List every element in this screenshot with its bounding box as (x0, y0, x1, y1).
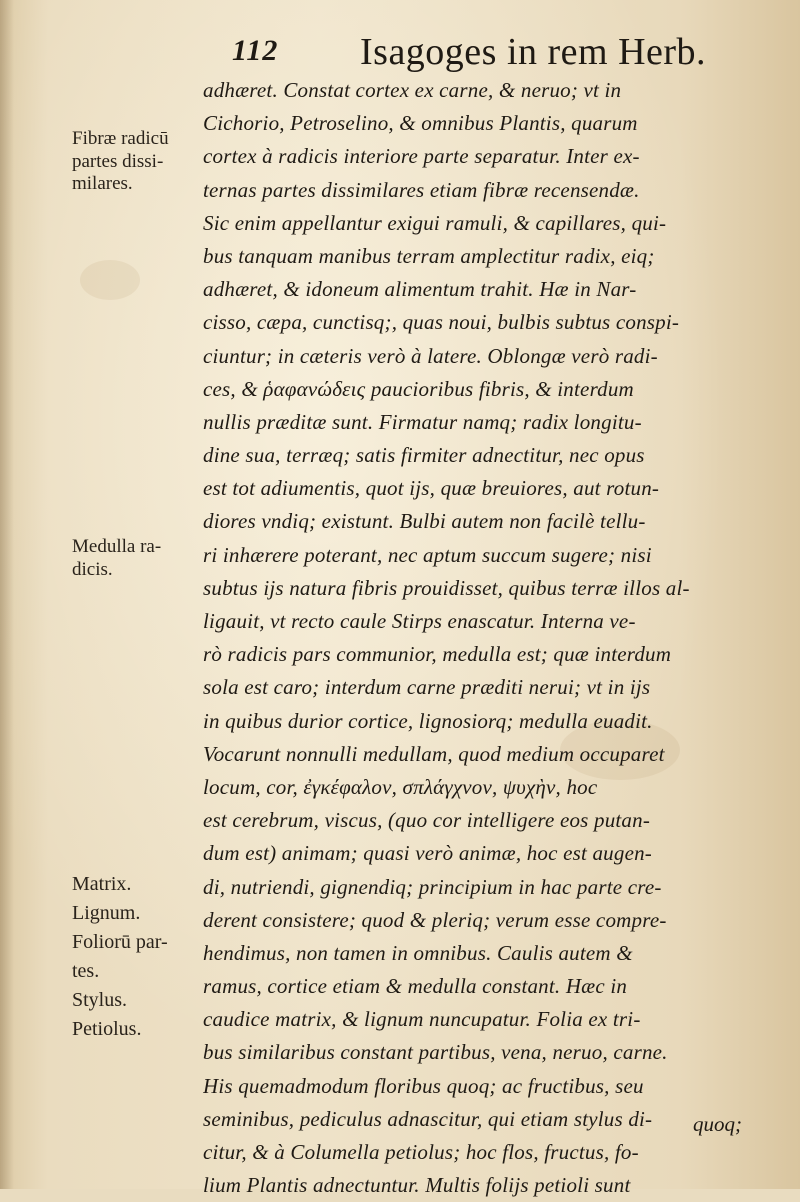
margin-note-line: milares. (72, 173, 133, 194)
margin-note-matrix (72, 870, 168, 1044)
margin-note-medulla (72, 536, 161, 581)
margin-note-line: Lignum. (72, 902, 141, 924)
text-line: diores vndiq; existunt. Bulbi autem non facilè tellu- (203, 509, 646, 534)
margin-note-line: partes dissi- (72, 150, 164, 172)
text-line: cisso, cæpa, cunctisq;, quas noui, bulbis subtus conspi- (203, 310, 680, 335)
margin-note-line: Medulla ra- (72, 536, 162, 557)
margin-note-line: Fibræ radicū (72, 128, 169, 149)
margin-note-line: tes. (72, 960, 100, 982)
text-line: caudice matrix, & lignum nuncupatur. Folia ex tri- (203, 1007, 641, 1032)
catchword: quoq; (693, 1112, 742, 1136)
margin-note-fibrae (72, 128, 169, 196)
text-line: subtus ijs natura fibris prouidisset, quibus terræ illos al- (203, 575, 690, 600)
margin-note-line: Matrix. (72, 873, 132, 895)
text-line: citur, & à Columella petiolus; hoc flos, fructus, fo- (203, 1140, 639, 1164)
text-line: in quibus durior cortice, lignosiorq; medulla euadit. (203, 708, 653, 733)
page-header (220, 18, 707, 78)
text-line: Vocarunt nonnulli medullam, quod medium occuparet (203, 741, 665, 766)
text-line: bus similaribus constant partibus, vena, neruo, carne. (203, 1040, 668, 1065)
text-line: lium Plantis adnectuntur. Multis folijs petioli sunt (203, 1173, 631, 1198)
page-gutter-shadow (0, 0, 14, 1189)
text-line: His quemadmodum floribus quoq; ac fructibus, seu (203, 1073, 644, 1098)
page-number: 112 (232, 34, 279, 67)
text-line: dine sua, terræq; satis firmiter adnectitur, nec opus (203, 443, 645, 468)
text-line: bus tanquam manibus terram amplectitur radix, eiq; (203, 243, 655, 268)
text-line: rò radicis pars communior, medulla est; quæ interdum (203, 642, 672, 667)
text-line: di, nutriendi, gignendiq; principium in hac parte cre- (203, 874, 662, 899)
text-line: ligauit, vt recto caule Stirps enascatur. Interna ve- (203, 609, 636, 633)
text-line: locum, cor, ἐγκέφαλον, σπλάγχνον, ψυχὴν, hoc (203, 774, 598, 799)
text-line: sola est caro; interdum carne præditi nerui; vt in ijs (203, 675, 651, 700)
margin-note-line: Petiolus. (72, 1018, 142, 1040)
text-line: adhæret. Constat cortex ex carne, & neruo; vt in (203, 78, 622, 102)
text-line: seminibus, pediculus adnascitur, qui etiam stylus di- (203, 1106, 653, 1131)
margin-note-line: Stylus. (72, 989, 128, 1011)
text-line: est tot adiumentis, quot ijs, quæ breuiores, aut rotun- (203, 476, 660, 501)
text-line: Sic enim appellantur exigui ramuli, & capillares, qui- (203, 210, 667, 235)
text-line: est cerebrum, viscus, (quo cor intelligere eos putan- (203, 808, 651, 833)
text-line: dum est) animam; quasi verò animæ, hoc est augen- (203, 841, 652, 866)
text-line: ciuntur; in cæteris verò à latere. Oblongæ verò radi- (203, 343, 658, 368)
main-text-block (203, 74, 768, 1202)
text-line: cortex à radicis interiore parte separatur. Inter ex- (203, 144, 640, 169)
text-line: nullis præditæ sunt. Firmatur namq; radix longitu- (203, 409, 642, 434)
running-head: Isagoges in rem Herb. (360, 31, 707, 73)
text-line: ces, & ῥαφανώδεις paucioribus fibris, & interdum (203, 376, 634, 401)
margin-note-line: dicis. (72, 558, 113, 580)
text-line: adhæret, & idoneum alimentum trahit. Hæ in Nar- (203, 277, 637, 302)
text-line: ternas partes dissimilares etiam fibræ recensendæ. (203, 177, 640, 202)
text-line: derent consistere; quod & pleriq; verum esse compre- (203, 907, 667, 932)
paper-stain (80, 260, 140, 300)
margin-note-line: Foliorū par- (72, 931, 168, 953)
text-line: Cichorio, Petroselino, & omnibus Plantis, quarum (203, 111, 638, 136)
text-line: hendimus, non tamen in omnibus. Caulis autem & (203, 940, 633, 965)
text-line: ri inhærere poterant, nec aptum succum sugere; nisi (203, 542, 652, 567)
text-line: ramus, cortice etiam & medulla constant. Hæc in (203, 974, 628, 999)
